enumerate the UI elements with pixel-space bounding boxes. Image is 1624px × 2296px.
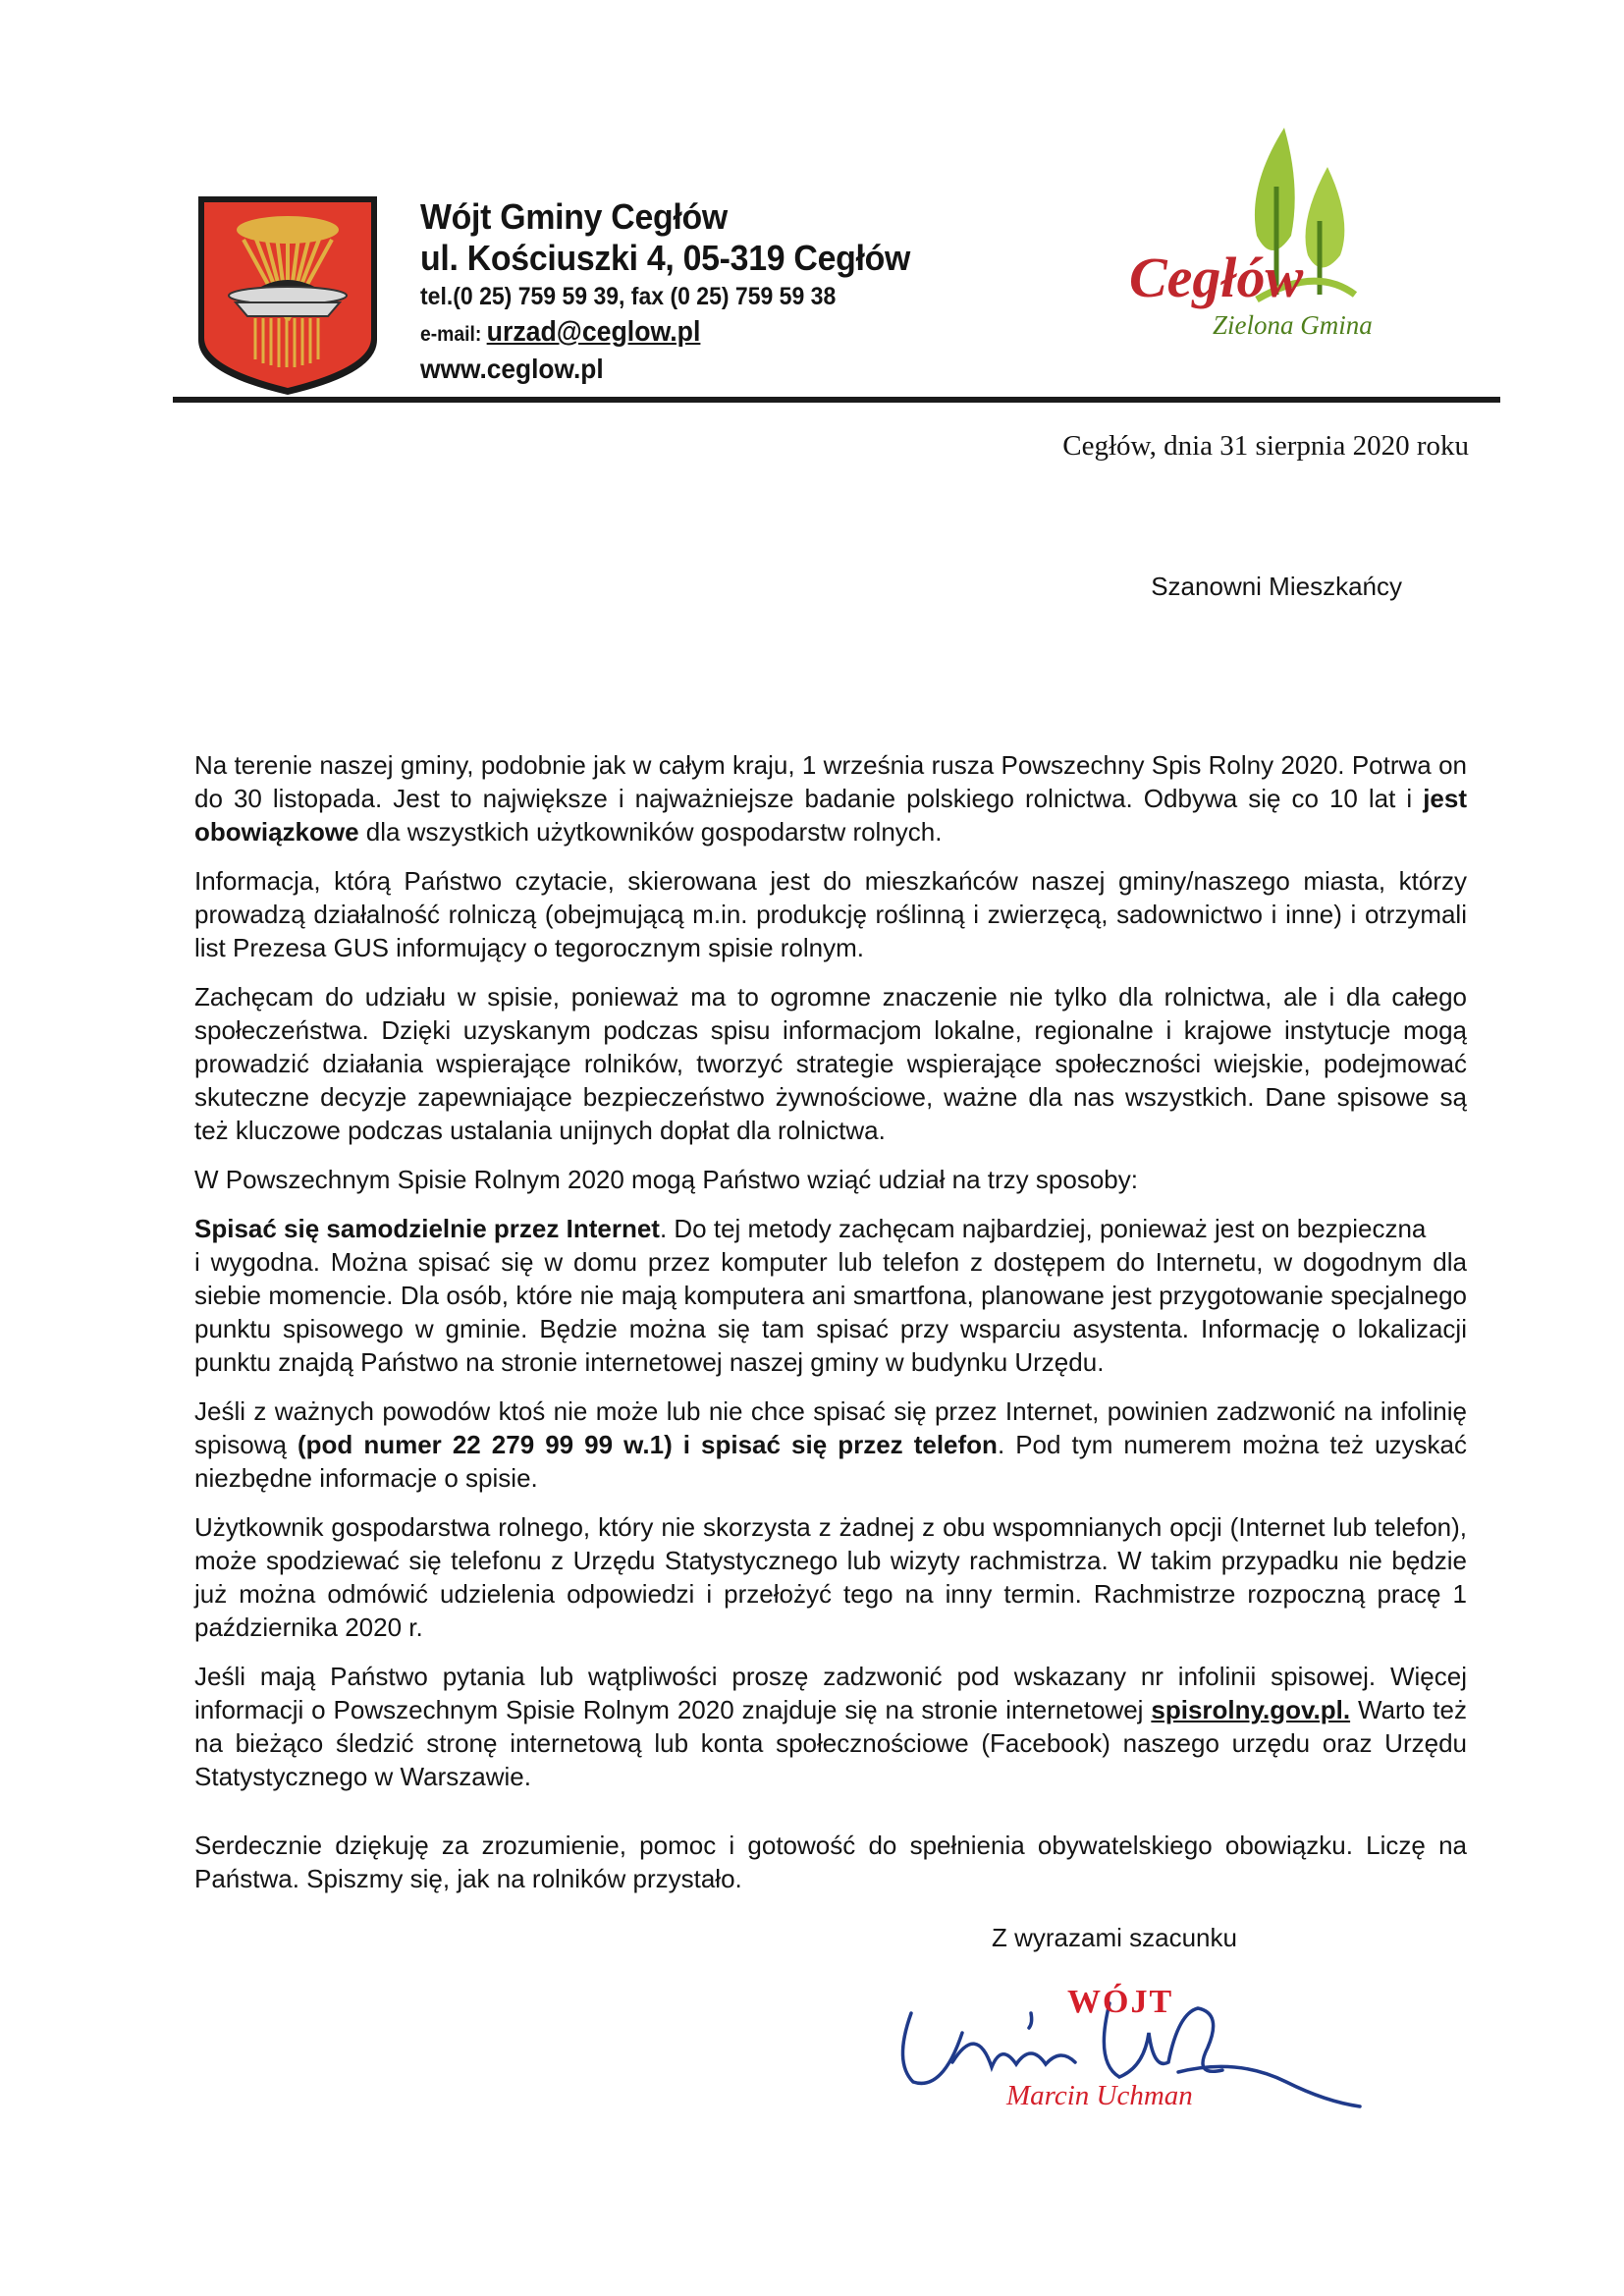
email-label: e-mail: <box>420 323 487 346</box>
ceglow-logo <box>1110 128 1424 354</box>
paragraph-10: Serdecznie dziękuję za zrozumienie, pomoc i gotowość do spełnienia obywatelskiego obowiązku. Liczę na Państwa. Spiszmy się, jak na rolników przystało. <box>194 1831 1467 1893</box>
paragraph-9: Jeśli mają Państwo pytania lub wątpliwości proszę zadzwonić pod wskazany nr infolinii spisowej. Więcej informacji o Powszechnym Spisie Rolnym 2020 znajduje się na stronie internetowej spisrolny.gov.pl. Warto też na bieżąco śledzić stronę internetową lub konta społecznościowe (Facebook) naszego urzędu oraz Urzędu Statystycznego w Warszawie. <box>194 1662 1467 1791</box>
spisrolny-link[interactable]: spisrolny.gov.pl. <box>1151 1695 1351 1724</box>
coat-of-arms <box>194 192 381 399</box>
svg-text:Zielona Gmina: Zielona Gmina <box>1213 310 1373 340</box>
office-address: ul. Kościuszki 4, 05-319 Cegłów <box>420 238 911 278</box>
header-divider <box>173 397 1500 403</box>
letter-body <box>194 748 1467 1911</box>
paragraph-6: i wygodna. Można spisać się w domu przez komputer lub telefon z dostępem do Internetu, w dogodnym dla siebie momencie. Dla osób, które nie mają komputera ani smartfona, planowane jest przygotowanie specjalnego punktu spisowego w gminie. Będzie można się tam spisać przy wsparciu asystenta. Informację o lokalizacji punktu znajdą Państwo na stronie internetowej naszej gminy w budynku Urzędu. <box>194 1247 1467 1377</box>
mandatory-emphasis: jest obowiązkowe <box>194 784 1467 847</box>
paragraph-4: W Powszechnym Spisie Rolnym 2020 mogą Państwo wziąć udział na trzy sposoby: <box>194 1165 1138 1194</box>
email-link[interactable]: urzad@ceglow.pl <box>486 316 701 348</box>
internet-method-emphasis: Spisać się samodzielnie przez Internet <box>194 1214 660 1243</box>
stamp-name: Marcin Uchman <box>1006 2080 1193 2111</box>
stamp-title: WÓJT <box>1067 1984 1174 2020</box>
paragraph-8: Użytkownik gospodarstwa rolnego, który nie skorzysta z żadnej z obu wspomnianych opcji (Internet lub telefon), może spodziewać się telefonu z Urzędu Statystycznego lub wizyty rachmistrza. W takim przypadku nie będzie już można odmówić udzielenia odpowiedzi i przełożyć tego na inny termin. Rachmistrze rozpoczną pracę 1 października 2020 r. <box>194 1512 1467 1642</box>
closing-line: Z wyrazami szacunku <box>992 1923 1237 1952</box>
office-email-line <box>420 316 700 349</box>
paragraph-2: Informacja, którą Państwo czytacie, skierowana jest do mieszkańców naszej gminy/naszego miasta, którzy prowadzą działalność rolniczą (obejmującą m.in. produkcję roślinną i zwierzęcą, sadownictwo i inne) i otrzymali list Prezesa GUS informujący o tegorocznym spisie rolnym. <box>194 866 1467 962</box>
phone-method-emphasis: (pod numer 22 279 99 99 w.1) i spisać się przez telefon <box>297 1430 998 1459</box>
office-phones: tel.(0 25) 759 59 39, fax (0 25) 759 59 38 <box>420 283 837 310</box>
paragraph-7: Jeśli z ważnych powodów ktoś nie może lub nie chce spisać się przez Internet, powinien zadzwonić na infolinię spisową (pod numer 22 279 99 99 w.1) i spisać się przez telefon. Pod tym numerem można też uzyskać niezbędne informacje o spisie. <box>194 1396 1468 1493</box>
website-link[interactable]: www.ceglow.pl <box>420 354 604 384</box>
svg-text:Cegłów: Cegłów <box>1129 246 1304 309</box>
handwritten-signature <box>884 1954 1375 2141</box>
office-title: Wójt Gminy Cegłów <box>420 196 728 237</box>
salutation: Szanowni Mieszkańcy <box>1151 572 1402 601</box>
date-line: Cegłów, dnia 31 sierpnia 2020 roku <box>1062 430 1469 462</box>
paragraph-1: Na terenie naszej gminy, podobnie jak w całym kraju, 1 września rusza Powszechny Spis Rolny 2020. Potrwa on do 30 listopada. Jest to największe i najważniejsze badanie polskiego rolnictwa. Odbywa się co 10 lat i jest obowiązkowe dla wszystkich użytkowników gospodarstw rolnych. <box>194 750 1467 847</box>
paragraph-5: Spisać się samodzielnie przez Internet. Do tej metody zachęcam najbardziej, ponieważ jest on bezpieczna <box>194 1214 1427 1243</box>
paragraph-3: Zachęcam do udziału w spisie, ponieważ ma to ogromne znaczenie nie tylko dla rolnictwa, ale i dla całego społeczeństwa. Dzięki uzyskanym podczas spisu informacjom lokalne, regionalne i krajowe instytucje mogą prowadzić działania wspierające rolników, tworzyć strategie wspierające społeczności wiejskie, podejmować skuteczne decyzje zapewniające bezpieczeństwo żywnościowe, ważne dla nas wszystkich. Dane spisowe są też kluczowe podczas ustalania unijnych dopłat dla rolnictwa. <box>194 982 1467 1145</box>
